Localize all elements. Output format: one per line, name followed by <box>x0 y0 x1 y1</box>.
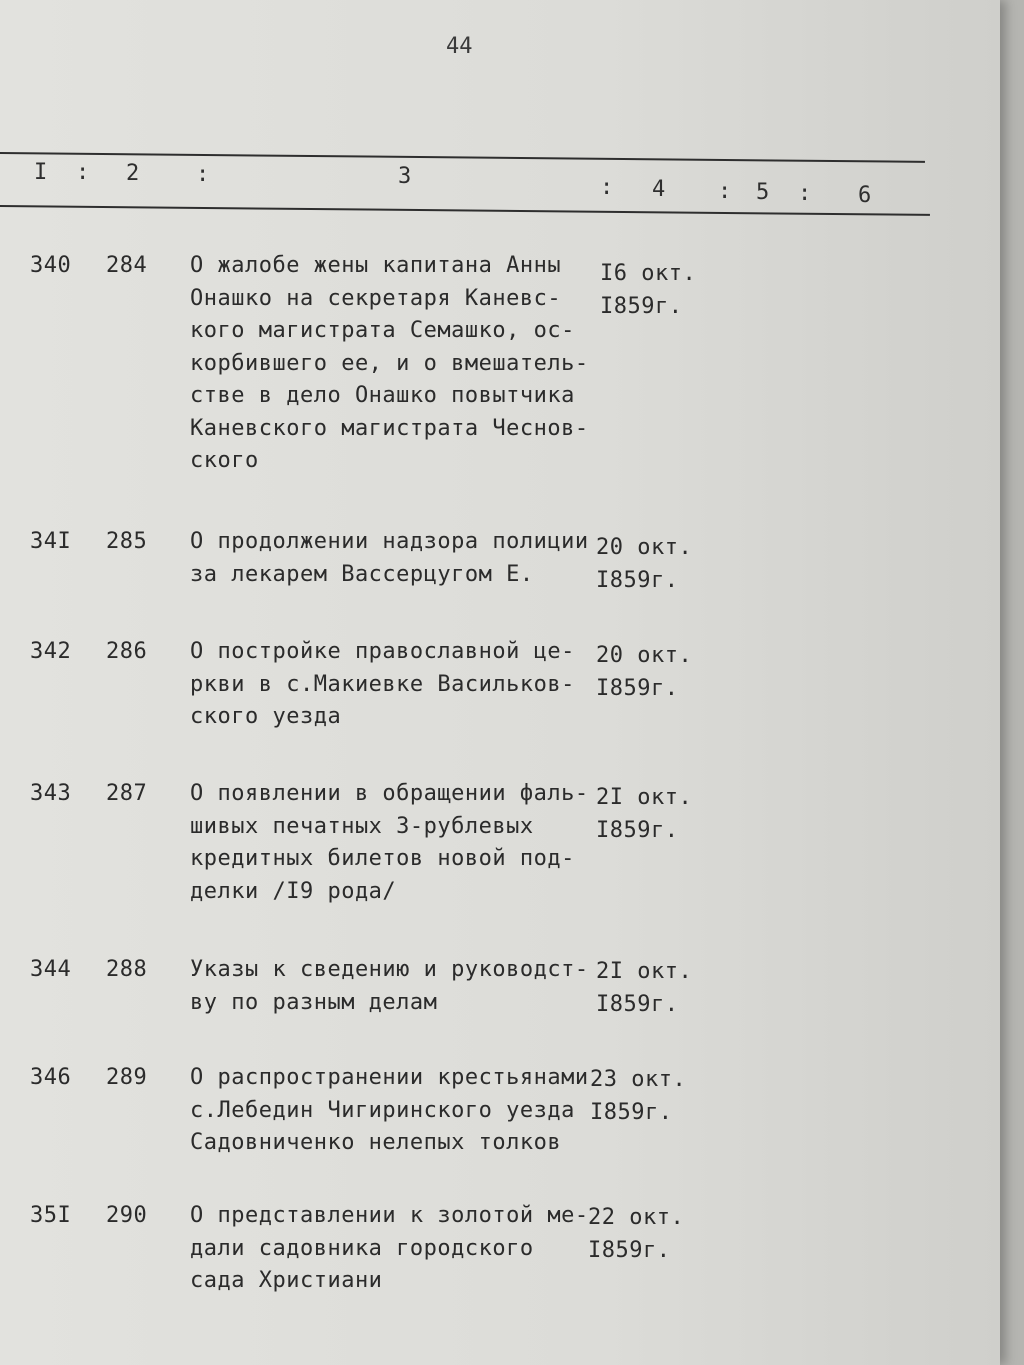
case-number: 290 <box>106 1203 148 1228</box>
date-day: I6 окт. <box>600 261 697 286</box>
date-day: 2I окт. <box>596 959 693 984</box>
page-number: 44 <box>446 34 473 59</box>
description-line: О постройке православной це- <box>190 639 575 664</box>
date-day: 22 окт. <box>588 1205 685 1230</box>
header-col-6: 6 <box>858 183 872 208</box>
description-line: кредитных билетов новой под- <box>190 846 575 871</box>
description-line: ркви в с.Макиевке Васильков- <box>190 671 575 697</box>
header-col-2: 2 <box>126 161 140 186</box>
description-line: О появлении в обращении фаль- <box>190 781 589 806</box>
case-description <box>190 778 595 908</box>
header-separator: : <box>798 181 812 206</box>
row-number: 34I <box>30 529 72 554</box>
row-number: 344 <box>30 957 72 982</box>
description-line: за лекарем Вассерцугом Е. <box>190 561 534 587</box>
case-description <box>190 1200 595 1298</box>
row-number: 35I <box>30 1203 72 1228</box>
case-number: 286 <box>106 639 148 664</box>
row-number: 340 <box>30 253 72 278</box>
case-date <box>596 956 706 1021</box>
description-line: ву по разным делам <box>190 989 438 1015</box>
date-year: I859г. <box>596 991 679 1017</box>
case-description <box>190 636 595 734</box>
case-description <box>190 250 595 478</box>
header-separator: : <box>718 179 732 204</box>
description-line: О жалобе жены капитана Анны <box>190 253 562 278</box>
row-number: 343 <box>30 781 72 806</box>
date-day: 20 окт. <box>596 535 693 560</box>
description-line: кого магистрата Семашко, ос- <box>190 318 575 343</box>
description-line: делки /I9 рода/ <box>190 878 397 904</box>
description-line: корбившего ее, и о вмешатель- <box>190 350 589 376</box>
case-date <box>588 1202 698 1267</box>
case-number: 289 <box>106 1065 148 1090</box>
case-date <box>600 258 710 323</box>
header-col-4: 4 <box>652 177 666 202</box>
case-number: 285 <box>106 529 148 554</box>
header-separator: : <box>600 175 614 200</box>
description-line: ского <box>190 448 259 473</box>
date-day: 23 окт. <box>590 1067 687 1092</box>
case-date <box>596 532 706 597</box>
header-col-1: I <box>34 160 48 185</box>
description-line: сада Христиани <box>190 1268 383 1293</box>
date-year: I859г. <box>600 293 683 319</box>
description-line: О распространении крестьянами <box>190 1065 589 1090</box>
date-year: I859г. <box>588 1237 671 1263</box>
row-number: 346 <box>30 1065 72 1090</box>
description-line: дали садовника городского <box>190 1235 534 1261</box>
case-description <box>190 1062 595 1160</box>
case-number: 288 <box>106 957 148 982</box>
description-line: Указы к сведению и руководст- <box>190 957 589 982</box>
case-date <box>596 640 706 705</box>
description-line: ского уезда <box>190 704 342 729</box>
case-number: 284 <box>106 253 148 278</box>
date-year: I859г. <box>596 675 679 701</box>
case-date <box>590 1064 700 1129</box>
description-line: шивых печатных 3-рублевых <box>190 813 534 839</box>
case-date <box>596 782 706 847</box>
description-line: Онашко на секретаря Каневс- <box>190 285 562 311</box>
date-day: 20 окт. <box>596 643 693 668</box>
date-day: 2I окт. <box>596 785 693 810</box>
case-number: 287 <box>106 781 148 806</box>
header-separator: : <box>76 160 90 185</box>
description-line: с.Лебедин Чигиринского уезда <box>190 1097 575 1123</box>
description-line: О продолжении надзора полиции <box>190 529 589 554</box>
description-line: Каневского магистрата Чеснов- <box>190 415 589 441</box>
header-col-5: 5 <box>756 180 770 205</box>
date-year: I859г. <box>596 817 679 843</box>
case-description <box>190 954 595 1019</box>
row-number: 342 <box>30 639 72 664</box>
header-separator: : <box>196 162 210 187</box>
header-col-3: 3 <box>398 164 412 189</box>
date-year: I859г. <box>596 567 679 593</box>
date-year: I859г. <box>590 1099 673 1125</box>
header-bottom-rule <box>0 205 930 216</box>
description-line: О представлении к золотой ме- <box>190 1203 589 1228</box>
case-description <box>190 526 595 591</box>
description-line: стве в дело Онашко повытчика <box>190 383 575 408</box>
description-line: Садовниченко нелепых толков <box>190 1130 562 1155</box>
